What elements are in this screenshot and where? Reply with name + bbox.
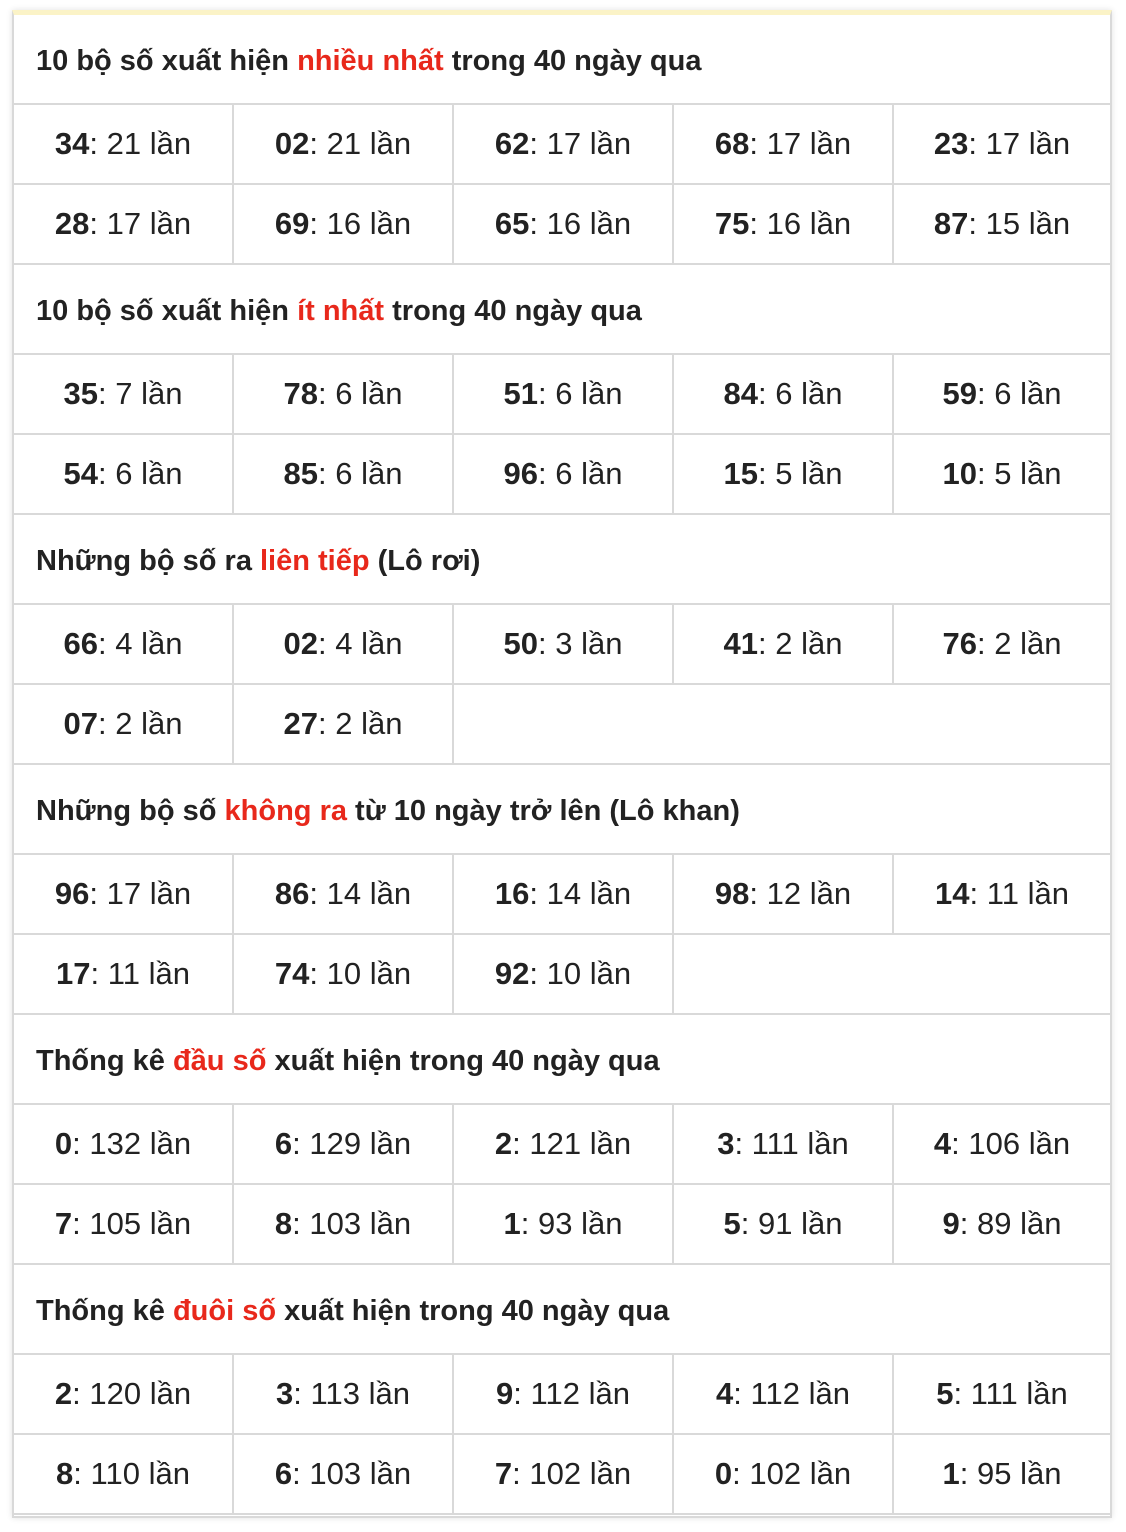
stat-count: 6: [335, 376, 353, 411]
stat-unit: lần: [149, 126, 192, 161]
stat-number: 8: [56, 1456, 74, 1491]
stat-count: 6: [555, 456, 573, 491]
stat-count: 5: [994, 456, 1012, 491]
stat-number: 5: [723, 1206, 741, 1241]
stat-number: 84: [723, 376, 758, 411]
stat-cell: 7: 105 lần: [14, 1185, 234, 1263]
stat-count: 112: [750, 1376, 800, 1411]
stat-count: 129: [309, 1126, 362, 1161]
stat-number: 7: [54, 1206, 73, 1241]
stat-number: 65: [494, 206, 530, 241]
stat-cell: 65: 16 lần: [454, 185, 674, 263]
stat-unit: lần: [588, 1376, 630, 1411]
stat-count: 120: [89, 1376, 142, 1411]
stat-cell: 28: 17 lần: [14, 185, 234, 263]
stat-count: 2: [335, 706, 353, 741]
stat-number: 96: [503, 456, 538, 491]
stat-cell: 74: 10 lần: [234, 935, 454, 1013]
stat-unit: lần: [141, 706, 183, 741]
stat-count: 2: [775, 626, 793, 661]
stat-cell: 8: 110 lần: [14, 1435, 234, 1513]
stat-count: 105: [89, 1206, 142, 1241]
stat-unit: lần: [589, 126, 632, 161]
section-title-highlight: đầu số: [172, 1045, 267, 1077]
stat-number: 69: [274, 206, 310, 241]
stat-cell: 6: 129 lần: [234, 1105, 454, 1183]
stat-cell: 16: 14 lần: [454, 855, 674, 933]
empty-cell: [674, 935, 1110, 1013]
stat-unit: lần: [149, 206, 192, 241]
stat-unit: lần: [589, 876, 632, 911]
stat-number: 5: [936, 1376, 954, 1411]
stat-row: [14, 1435, 1110, 1515]
stat-number: 86: [274, 876, 310, 911]
stat-count: 11: [986, 876, 1019, 911]
stat-count: 111: [970, 1376, 1018, 1411]
stat-count: 6: [115, 456, 133, 491]
stat-cell: 1: 93 lần: [454, 1185, 674, 1263]
stat-unit: lần: [141, 626, 183, 661]
section-title-prefix: Thống kê: [36, 1295, 173, 1327]
stat-cell: 41: 2 lần: [674, 605, 894, 683]
section-title-prefix: Những bộ số ra: [36, 545, 260, 577]
stat-count: 103: [309, 1456, 362, 1491]
stat-row: [14, 685, 1110, 765]
stat-unit: lần: [809, 126, 852, 161]
stat-count: 15: [985, 206, 1021, 241]
stat-row: [14, 435, 1110, 515]
stat-number: 9: [942, 1206, 960, 1241]
stat-unit: lần: [149, 1126, 192, 1161]
stat-cell: 10: 5 lần: [942, 456, 1062, 491]
stat-cell: 9: 112 lần: [454, 1355, 674, 1433]
stat-number: 15: [723, 456, 758, 491]
stat-count: 4: [115, 626, 133, 661]
stat-unit: lần: [361, 706, 403, 741]
stat-cell: 87: 15 lần: [933, 206, 1071, 241]
stat-cell: 51: 6 lần: [454, 355, 674, 433]
stat-number: 8: [274, 1206, 293, 1241]
stat-number: 87: [933, 206, 969, 241]
section-title: [14, 765, 1110, 855]
stat-row: [14, 105, 1110, 185]
section-title: [14, 515, 1110, 605]
stat-row: [14, 1185, 1110, 1265]
stat-unit: lần: [149, 1206, 192, 1241]
stat-cell: 0: 132 lần: [14, 1105, 234, 1183]
stat-unit: lần: [589, 956, 632, 991]
stat-number: 75: [714, 206, 750, 241]
stat-number: 3: [276, 1376, 294, 1411]
stat-count: 91: [758, 1206, 793, 1241]
stat-unit: lần: [1028, 206, 1071, 241]
stat-number: 85: [283, 456, 318, 491]
stat-cell: 23: 17 lần: [933, 126, 1071, 161]
section-title-suffix: trong 40 ngày qua: [384, 295, 642, 327]
stat-cell: 92: 10 lần: [454, 935, 674, 1013]
stat-unit: lần: [1020, 626, 1062, 661]
stat-count: 12: [766, 876, 802, 911]
stat-number: 50: [503, 626, 538, 661]
stat-unit: lần: [1020, 376, 1062, 411]
stat-cell: 35: 7 lần: [14, 355, 234, 433]
stat-number: 68: [714, 126, 750, 161]
section-title-suffix: xuất hiện trong 40 ngày qua: [266, 1045, 660, 1077]
stat-cell: 3: 111 lần: [674, 1105, 894, 1183]
stat-row: [14, 855, 1110, 935]
stat-unit: lần: [369, 1126, 412, 1161]
stat-unit: lần: [1026, 1376, 1068, 1411]
stat-cell: 8: 103 lần: [234, 1185, 454, 1263]
stat-number: 2: [54, 1376, 73, 1411]
stat-number: 0: [714, 1456, 733, 1491]
stat-count: 4: [335, 626, 353, 661]
stat-row: [14, 1355, 1110, 1435]
stat-cell: 27: 2 lần: [234, 685, 454, 763]
stat-number: 41: [723, 626, 758, 661]
stat-cell: 96: 17 lần: [14, 855, 234, 933]
stat-count: 95: [977, 1456, 1012, 1491]
stat-count: 10: [546, 956, 582, 991]
stat-cell: 9: 89 lần: [942, 1206, 1062, 1241]
stat-cell: 15: 5 lần: [674, 435, 894, 513]
stat-number: 16: [494, 876, 530, 911]
stat-number: 74: [274, 956, 310, 991]
stat-number: 1: [503, 1206, 521, 1241]
stat-number: 35: [63, 376, 98, 411]
statistics-card: [12, 10, 1112, 1518]
stat-number: 34: [54, 126, 90, 161]
stat-count: 17: [106, 206, 142, 241]
stat-count: 106: [968, 1126, 1021, 1161]
stat-cell: 75: 16 lần: [674, 185, 894, 263]
stat-count: 16: [766, 206, 802, 241]
section-title: [14, 1265, 1110, 1355]
stat-count: 16: [546, 206, 582, 241]
stat-unit: lần: [801, 376, 843, 411]
stat-unit: lần: [589, 1456, 632, 1491]
stat-number: 17: [56, 956, 91, 991]
stat-cell: 17: 11 lần: [14, 935, 234, 1013]
stat-unit: lần: [1020, 1456, 1062, 1491]
stat-cell: 66: 4 lần: [14, 605, 234, 683]
stat-count: 17: [985, 126, 1021, 161]
stat-cell: 0: 102 lần: [674, 1435, 894, 1513]
stat-count: 17: [106, 876, 142, 911]
stat-count: 17: [766, 126, 802, 161]
stat-unit: lần: [1028, 1126, 1071, 1161]
stat-unit: lần: [369, 1456, 412, 1491]
stat-count: 5: [775, 456, 793, 491]
stat-count: 3: [555, 626, 573, 661]
stat-unit: lần: [1027, 876, 1069, 911]
section-title-highlight: ít nhất: [297, 295, 385, 327]
stat-cell: 69: 16 lần: [234, 185, 454, 263]
stat-number: 4: [716, 1376, 734, 1411]
section-title: [14, 15, 1110, 105]
stat-number: 6: [274, 1456, 293, 1491]
stat-unit: lần: [369, 876, 412, 911]
stat-number: 96: [54, 876, 90, 911]
stat-cell: 5: 111 lần: [936, 1376, 1068, 1411]
stat-number: 51: [503, 376, 538, 411]
stat-cell: 34: 21 lần: [14, 105, 234, 183]
stat-cell: 7: 102 lần: [454, 1435, 674, 1513]
stat-cell: 62: 17 lần: [454, 105, 674, 183]
section-title-highlight: liên tiếp: [260, 545, 370, 577]
stat-unit: lần: [148, 956, 190, 991]
stat-cell: 59: 6 lần: [942, 376, 1062, 411]
stat-cell: 50: 3 lần: [454, 605, 674, 683]
stat-cell: 3: 113 lần: [234, 1355, 454, 1433]
stat-unit: lần: [581, 626, 623, 661]
stat-unit: lần: [1020, 456, 1062, 491]
stat-cell: 2: 121 lần: [454, 1105, 674, 1183]
stat-number: 0: [54, 1126, 73, 1161]
section-title-highlight: đuôi số: [172, 1295, 277, 1327]
stat-unit: lần: [369, 956, 412, 991]
stat-unit: lần: [809, 876, 852, 911]
stat-number: 59: [942, 376, 977, 411]
section-title-prefix: Những bộ số: [36, 795, 225, 827]
stat-cell: 84: 6 lần: [674, 355, 894, 433]
stat-row: [14, 605, 1110, 685]
stat-number: 62: [494, 126, 530, 161]
stat-cell: 02: 21 lần: [234, 105, 454, 183]
stat-cell: 4: 112 lần: [674, 1355, 894, 1433]
stat-count: 102: [749, 1456, 802, 1491]
stat-cell: 85: 6 lần: [234, 435, 454, 513]
stat-row: [14, 935, 1110, 1015]
stat-number: 27: [283, 706, 318, 741]
section-title-highlight: nhiều nhất: [297, 45, 444, 77]
stat-number: 23: [933, 126, 969, 161]
stat-cell: 76: 2 lần: [942, 626, 1062, 661]
stat-count: 2: [115, 706, 133, 741]
stat-number: 66: [63, 626, 98, 661]
stat-count: 6: [555, 376, 573, 411]
stat-unit: lần: [361, 456, 403, 491]
stat-unit: lần: [581, 1206, 623, 1241]
stat-row: [14, 185, 1110, 265]
stat-count: 89: [977, 1206, 1012, 1241]
stat-number: 02: [283, 626, 318, 661]
stat-number: 10: [942, 456, 977, 491]
stat-count: 6: [775, 376, 793, 411]
section-title-highlight: không ra: [224, 795, 347, 827]
stat-cell: 96: 6 lần: [454, 435, 674, 513]
stat-count: 110: [90, 1456, 140, 1491]
stat-count: 6: [335, 456, 353, 491]
stat-count: 11: [107, 956, 140, 991]
stat-unit: lần: [589, 1126, 632, 1161]
section-title: [14, 1015, 1110, 1105]
stat-cell: 68: 17 lần: [674, 105, 894, 183]
stat-number: 9: [496, 1376, 514, 1411]
stat-unit: lần: [361, 626, 403, 661]
stat-cell: 78: 6 lần: [234, 355, 454, 433]
stat-unit: lần: [148, 1456, 190, 1491]
stat-count: 121: [529, 1126, 582, 1161]
stat-cell: 14: 11 lần: [935, 876, 1069, 911]
stat-count: 113: [310, 1376, 360, 1411]
stat-cell: 07: 2 lần: [14, 685, 234, 763]
stat-unit: lần: [149, 876, 192, 911]
stat-unit: lần: [809, 206, 852, 241]
stat-number: 78: [283, 376, 318, 411]
stat-cell: 2: 120 lần: [14, 1355, 234, 1433]
stat-unit: lần: [581, 376, 623, 411]
stat-unit: lần: [801, 626, 843, 661]
stat-unit: lần: [141, 376, 183, 411]
stat-number: 3: [717, 1126, 735, 1161]
stat-count: 132: [89, 1126, 142, 1161]
stat-count: 21: [106, 126, 142, 161]
stat-cell: 86: 14 lần: [234, 855, 454, 933]
stat-number: 07: [63, 706, 98, 741]
stat-unit: lần: [368, 1376, 410, 1411]
stat-unit: lần: [589, 206, 632, 241]
stat-unit: lần: [369, 1206, 412, 1241]
section-title-suffix: trong 40 ngày qua: [443, 45, 702, 77]
section-title-suffix: (Lô rơi): [369, 545, 481, 577]
stat-number: 1: [942, 1456, 960, 1491]
stat-number: 28: [54, 206, 90, 241]
stat-unit: lần: [801, 1206, 843, 1241]
stat-count: 6: [994, 376, 1012, 411]
stat-number: 14: [935, 876, 970, 911]
section-title-prefix: Thống kê: [36, 1045, 173, 1077]
empty-cell: [454, 685, 1110, 763]
stat-unit: lần: [369, 206, 412, 241]
stat-count: 14: [326, 876, 362, 911]
stat-row: [14, 355, 1110, 435]
stat-number: 54: [63, 456, 98, 491]
stat-unit: lần: [141, 456, 183, 491]
stat-count: 17: [546, 126, 582, 161]
stat-cell: 1: 95 lần: [942, 1456, 1062, 1491]
stat-number: 4: [933, 1126, 952, 1161]
stat-count: 21: [326, 126, 362, 161]
stat-unit: lần: [1020, 1206, 1062, 1241]
stat-count: 7: [115, 376, 133, 411]
stat-number: 6: [274, 1126, 293, 1161]
stat-cell: 54: 6 lần: [14, 435, 234, 513]
stat-count: 16: [326, 206, 362, 241]
stat-count: 10: [326, 956, 362, 991]
stat-unit: lần: [807, 1126, 849, 1161]
stat-row: [14, 1105, 1110, 1185]
stat-unit: lần: [581, 456, 623, 491]
stat-number: 76: [942, 626, 977, 661]
stat-unit: lần: [801, 456, 843, 491]
stat-cell: 02: 4 lần: [234, 605, 454, 683]
stat-unit: lần: [1028, 126, 1071, 161]
stat-count: 2: [994, 626, 1012, 661]
stat-count: 93: [538, 1206, 573, 1241]
section-title-prefix: 10 bộ số xuất hiện: [36, 45, 298, 77]
stat-cell: 5: 91 lần: [674, 1185, 894, 1263]
stat-count: 14: [546, 876, 582, 911]
section-title-prefix: 10 bộ số xuất hiện: [36, 295, 298, 327]
stat-unit: lần: [808, 1376, 850, 1411]
stat-unit: lần: [361, 376, 403, 411]
stat-number: 92: [494, 956, 530, 991]
stat-unit: lần: [369, 126, 412, 161]
stat-count: 112: [530, 1376, 580, 1411]
section-title-suffix: từ 10 ngày trở lên (Lô khan): [347, 795, 740, 827]
stat-cell: 4: 106 lần: [933, 1126, 1071, 1161]
stat-count: 103: [309, 1206, 362, 1241]
section-title: [14, 265, 1110, 355]
stat-number: 98: [714, 876, 750, 911]
stat-unit: lần: [149, 1376, 192, 1411]
stat-number: 02: [274, 126, 310, 161]
stat-cell: 6: 103 lần: [234, 1435, 454, 1513]
stat-cell: 98: 12 lần: [674, 855, 894, 933]
stat-number: 2: [494, 1126, 513, 1161]
stat-number: 7: [494, 1456, 513, 1491]
stat-count: 102: [529, 1456, 582, 1491]
section-title-suffix: xuất hiện trong 40 ngày qua: [276, 1295, 670, 1327]
stat-unit: lần: [809, 1456, 852, 1491]
stat-count: 111: [751, 1126, 799, 1161]
